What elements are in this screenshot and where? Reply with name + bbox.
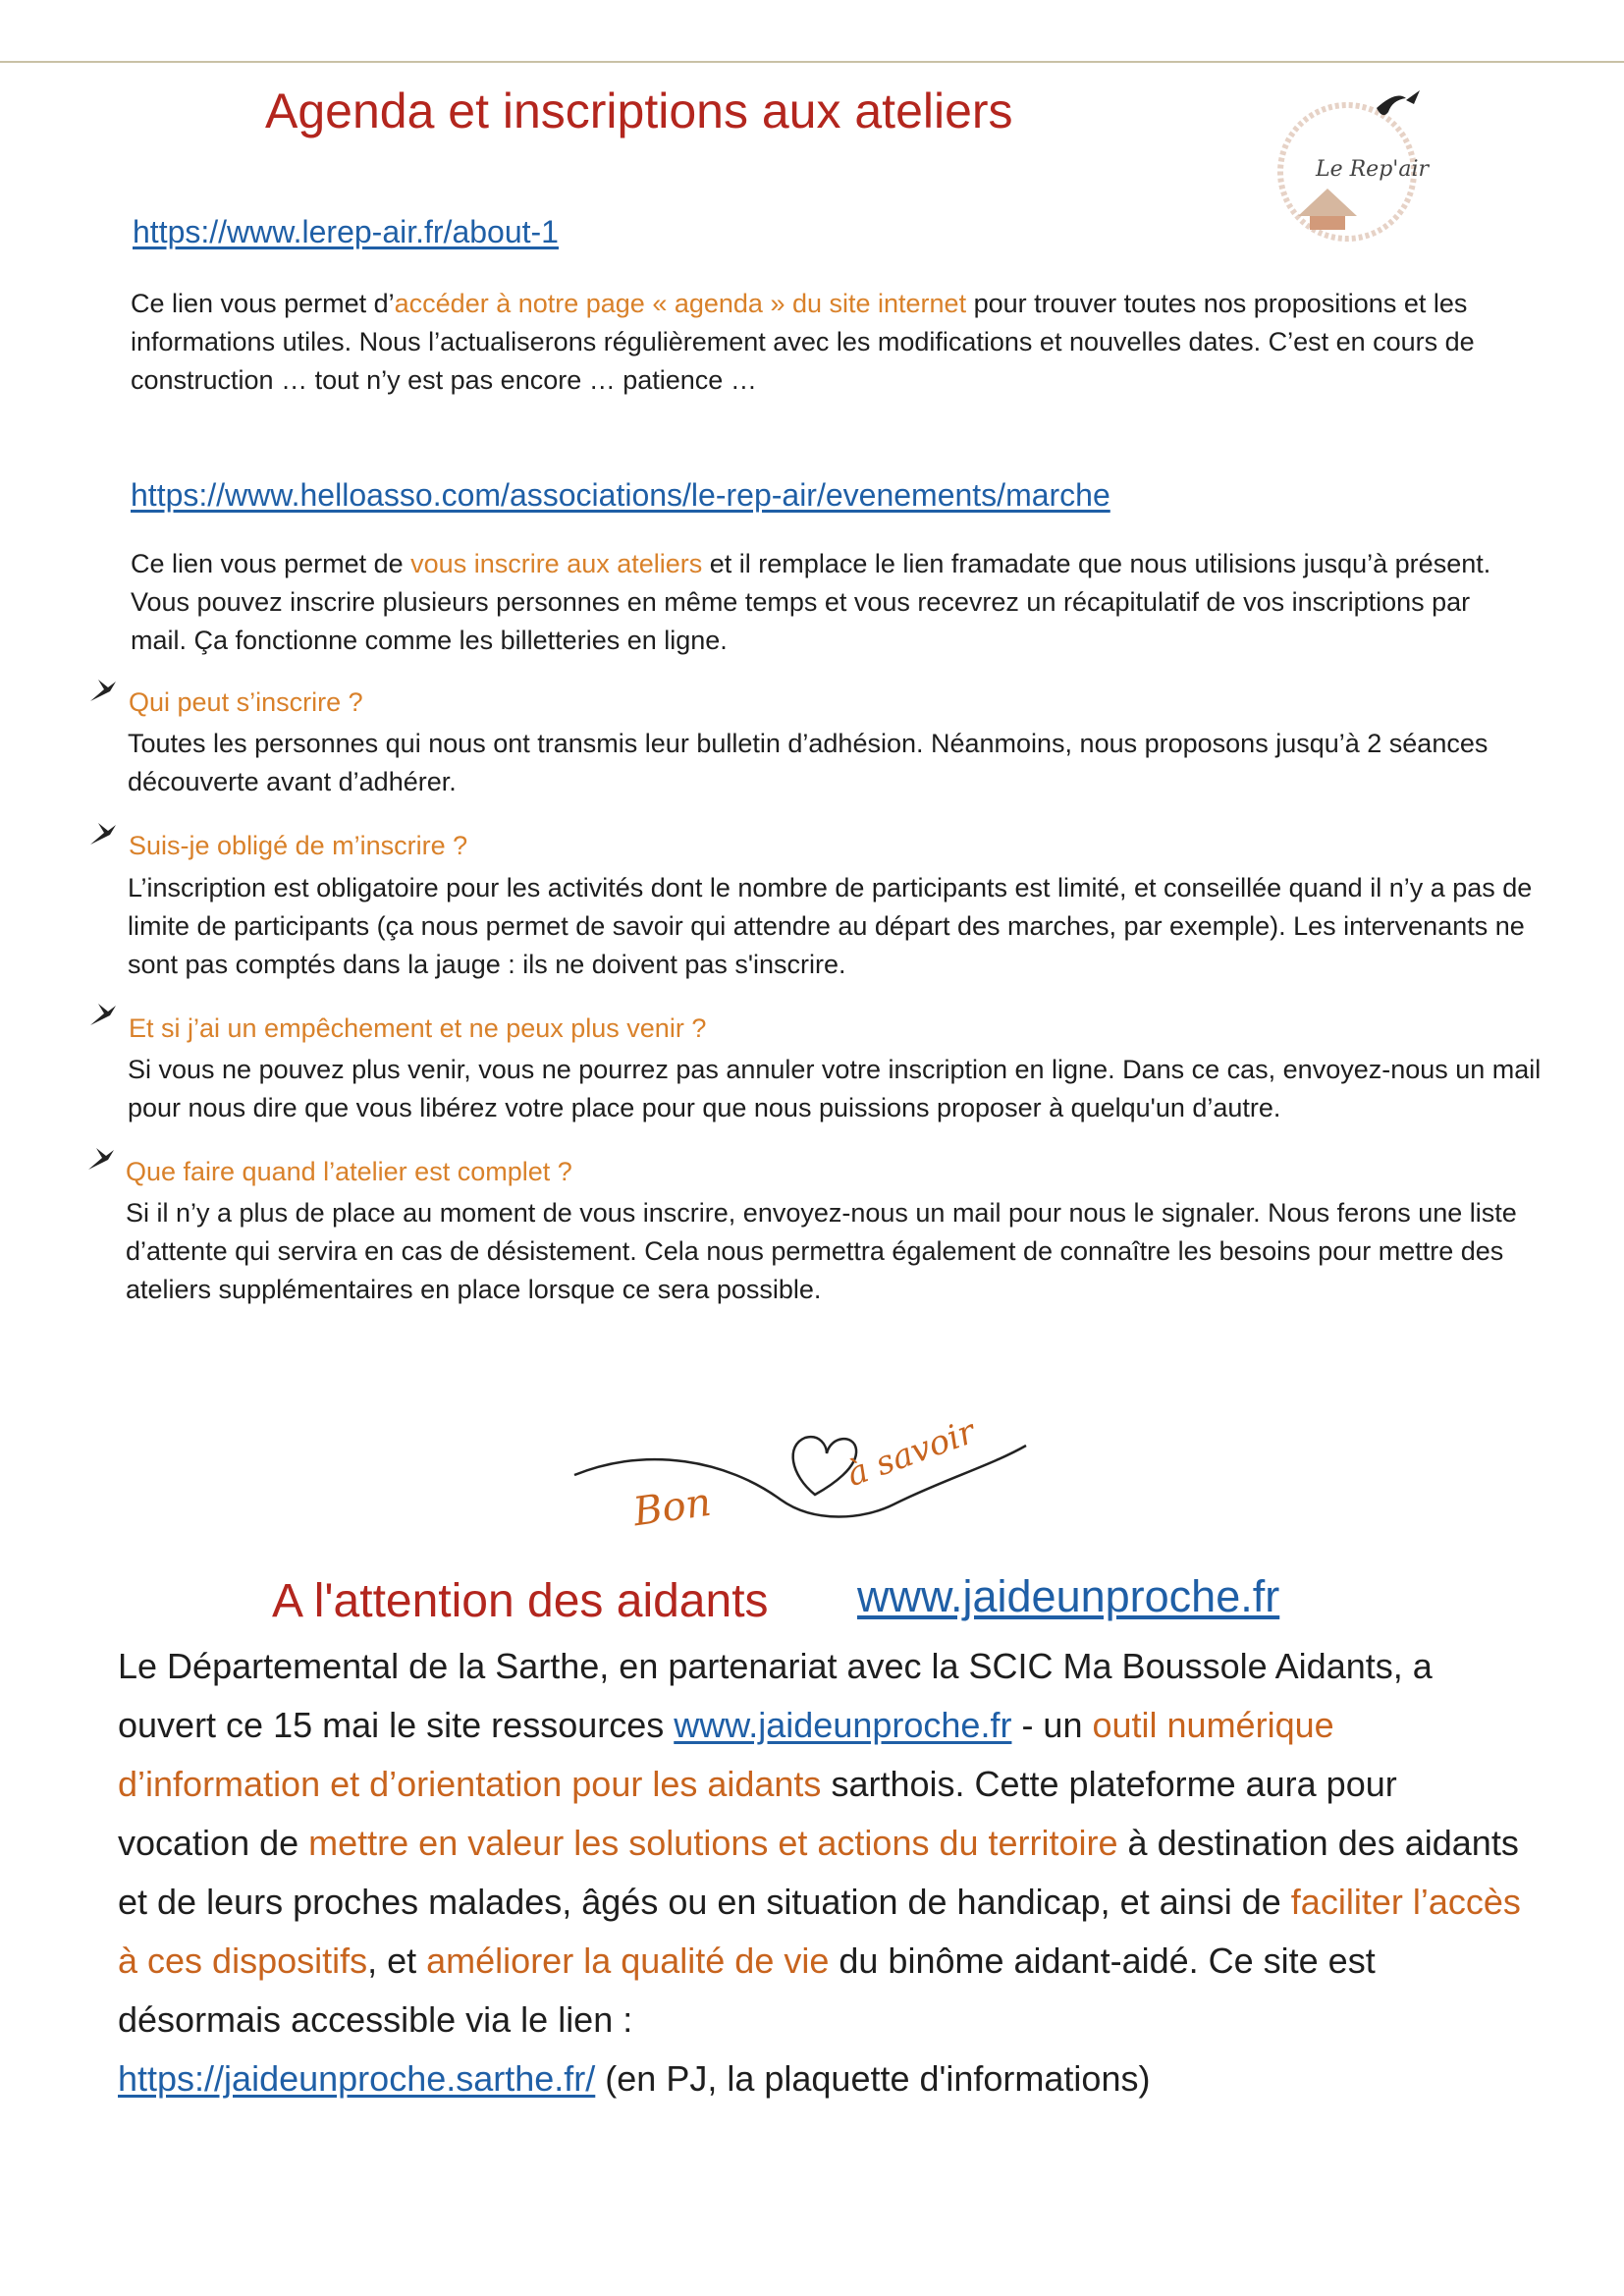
- bird-icon: [88, 676, 118, 705]
- helloasso-text-pre: Ce lien vous permet de: [131, 549, 411, 578]
- top-rule: [0, 61, 1624, 63]
- aidants-text: , et: [367, 1941, 427, 1981]
- helloasso-paragraph: [131, 545, 1525, 660]
- faq-answer: Si il n’y a plus de place au moment de vous inscrire, envoyez-nous un mail pour nous le signaler. Nous ferons une liste d’attente qui servira en cas de désistement. Cela nous permettra également de connaître les besoins pour mettre des ateliers supplémentaires en place lorsque ce sera possible.: [126, 1198, 1517, 1304]
- aidants-text: à destination des aidants et de leurs proches malades, âgés ou en situation de handicap, et ainsi de: [118, 1823, 1519, 1922]
- page-title: Agenda et inscriptions aux ateliers: [265, 83, 1013, 138]
- agenda-text-post: pour trouver toutes nos propositions et les informations utiles. Nous l’actualiserons régulièrement avec les modifications et nouvelles dates. C’est en cours de construction … tout n’y est pas encore … patience …: [131, 289, 1475, 395]
- a-savoir-word: à savoir: [841, 1412, 981, 1495]
- bird-icon: [88, 1000, 118, 1029]
- logo-text: Le Rep'air: [1316, 157, 1430, 182]
- helloasso-text-post: et il remplace le lien framadate que nous utilisions jusqu’à présent. Vous pouvez inscrire plusieurs personnes en même temps et vous recevrez un récapitulatif de vos inscriptions par mail. Ça fonctionne comme les billetteries en ligne.: [131, 549, 1491, 655]
- faq-answer: Toutes les personnes qui nous ont transmis leur bulletin d’adhésion. Néanmoins, nous proposons jusqu’à 2 séances découverte avant d’adhérer.: [128, 729, 1489, 796]
- logo: [1259, 79, 1435, 250]
- aidants-text: du binôme aidant-aidé. Ce site est désormais accessible via le lien :: [118, 1941, 1376, 2040]
- jaideunproche-inline-link[interactable]: www.jaideunproche.fr: [674, 1705, 1012, 1745]
- aidants-text: sarthois. Cette plateforme aura pour vocation de: [118, 1764, 1397, 1863]
- bon-a-savoir-decoration: [569, 1406, 1031, 1573]
- aidants-text: Le Départemental de la Sarthe, en partenariat avec la SCIC Ma Boussole Aidants, a ouvert ce 15 mai le site ressources: [118, 1646, 1433, 1745]
- aidants-highlight: outil numérique d’information et d’orientation pour les aidants: [118, 1705, 1334, 1804]
- faq-question: Suis-je obligé de m’inscrire ?: [129, 831, 468, 860]
- agenda-paragraph: [131, 285, 1544, 400]
- aidants-paragraph: [118, 1637, 1532, 2108]
- faq-question: Que faire quand l’atelier est complet ?: [126, 1157, 572, 1186]
- aidants-title: A l'attention des aidants: [272, 1575, 769, 1627]
- agenda-link[interactable]: https://www.lerep-air.fr/about-1: [133, 214, 559, 249]
- bon-word: Bon: [630, 1479, 715, 1536]
- helloasso-text-highlight: vous inscrire aux ateliers: [410, 549, 703, 578]
- aidants-text: - un: [1011, 1705, 1093, 1745]
- bird-icon: [86, 1144, 116, 1174]
- jaideunproche-header-link[interactable]: www.jaideunproche.fr: [857, 1571, 1280, 1621]
- agenda-text-highlight: accéder à notre page « agenda » du site internet: [394, 289, 967, 318]
- helloasso-link[interactable]: https://www.helloasso.com/associations/le-rep-air/evenements/marche: [131, 477, 1110, 513]
- faq-question: Et si j’ai un empêchement et ne peux plus venir ?: [129, 1013, 707, 1043]
- faq-question: Qui peut s’inscrire ?: [129, 687, 363, 717]
- sarthe-link[interactable]: https://jaideunproche.sarthe.fr/: [118, 2058, 596, 2099]
- aidants-highlight: faciliter l’accès à ces dispositifs: [118, 1882, 1521, 1981]
- faq-answer: Si vous ne pouvez plus venir, vous ne pourrez pas annuler votre inscription en ligne. Dans ce cas, envoyez-nous un mail pour nous dire que vous libérez votre place pour que nous puissions proposer à quelqu'un d’autre.: [128, 1055, 1542, 1122]
- faq-answer: L’inscription est obligatoire pour les activités dont le nombre de participants est limité, et conseillée quand il n’y a pas de limite de participants (ça nous permet de savoir qui attendre au départ des marches, par exemple). Les intervenants ne sont pas comptés dans la jauge : ils ne doivent pas s'inscrire.: [128, 873, 1533, 979]
- aidants-highlight: mettre en valeur les solutions et actions du territoire: [308, 1823, 1118, 1863]
- aidants-text: (en PJ, la plaquette d'informations): [595, 2058, 1151, 2099]
- agenda-text-pre: Ce lien vous permet d’: [131, 289, 395, 318]
- bird-icon: [88, 819, 118, 848]
- aidants-highlight: améliorer la qualité de vie: [426, 1941, 830, 1981]
